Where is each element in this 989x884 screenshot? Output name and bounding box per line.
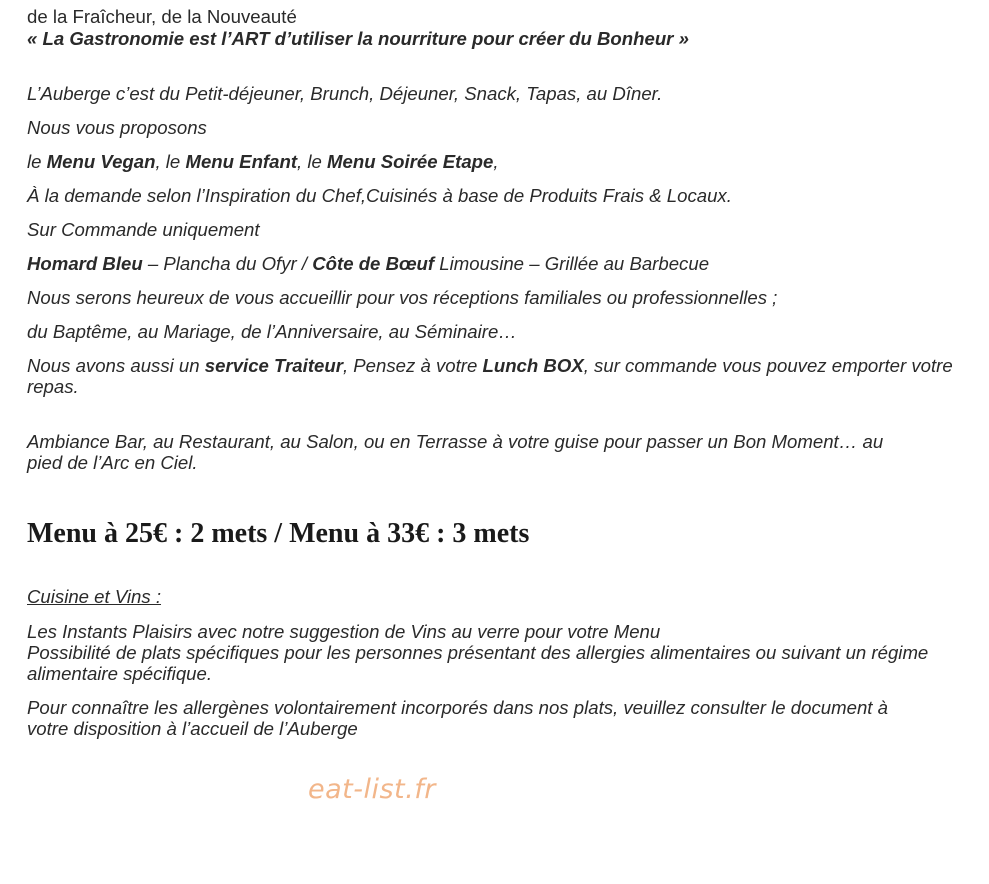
propose-line: Nous vous proposons [27, 117, 207, 138]
menu-enfant: Menu Enfant [185, 151, 298, 172]
homard-bleu: Homard Bleu [27, 253, 143, 274]
cote-de-boeuf: Côte de Bœuf [312, 253, 435, 274]
menu-vegan: Menu Vegan [46, 151, 156, 172]
plancha-text: – Plancha du Ofyr / [142, 253, 313, 274]
ambiance-paragraph: Ambiance Bar, au Restaurant, au Salon, ou en Terrasse à votre guise pour passer un Bon Moment… au pied de l’Arc en Ciel. [27, 431, 884, 473]
commande-line: Sur Commande uniquement [27, 219, 260, 240]
receptions-line: Nous serons heureux de vous accueillir pour vos réceptions familiales ou professionnelles ; [27, 287, 778, 308]
traiteur-prefix: Nous avons aussi un [27, 355, 205, 376]
menus-separator-2: , le [297, 151, 327, 172]
inspiration-line: À la demande selon l’Inspiration du Chef,Cuisinés à base de Produits Frais & Locaux. [27, 185, 732, 206]
gastronomy-quote: « La Gastronomie est l’ART d’utiliser la nourriture pour créer du Bonheur » [27, 28, 689, 49]
menus-prefix: le [27, 151, 47, 172]
menu-price-heading: Menu à 25€ : 2 mets / Menu à 33€ : 3 mets [27, 518, 530, 549]
traiteur-suffix: , sur commande vous pouvez emporter votre repas. [27, 355, 953, 397]
instants-plaisirs-line: Les Instants Plaisirs avec notre suggestion de Vins au verre pour votre Menu [27, 621, 661, 642]
traiteur-paragraph [27, 355, 962, 397]
service-traiteur: service Traiteur [204, 355, 343, 376]
limousine-text: Limousine – Grillée au Barbecue [434, 253, 710, 274]
eat-list-watermark: eat-list.fr [308, 774, 436, 805]
document-page [27, 6, 977, 739]
cuisine-vins-title: Cuisine et Vins : [27, 586, 162, 607]
allergies-paragraph: Possibilité de plats spécifiques pour les personnes présentant des allergies alimentaires ou suivant un régime alimentaire spécifique. [27, 642, 929, 684]
menus-separator-1: , le [155, 151, 186, 172]
menus-suffix: , [493, 151, 499, 172]
intro-line: de la Fraîcheur, de la Nouveauté [27, 6, 297, 27]
traiteur-middle: , Pensez à votre [342, 355, 483, 376]
lunch-box: Lunch BOX [482, 355, 584, 376]
menus-line [27, 151, 977, 172]
services-line: L’Auberge c’est du Petit-déjeuner, Brunch, Déjeuner, Snack, Tapas, au Dîner. [27, 83, 663, 104]
events-line: du Baptême, au Mariage, de l’Anniversaire, au Séminaire… [27, 321, 517, 342]
specials-line [27, 253, 977, 274]
menu-soiree-etape: Menu Soirée Etape [327, 151, 494, 172]
allergenes-paragraph: Pour connaître les allergènes volontairement incorporés dans nos plats, veuillez consulter le document à votre disposition à l’accueil de l’Auberge [27, 697, 888, 739]
